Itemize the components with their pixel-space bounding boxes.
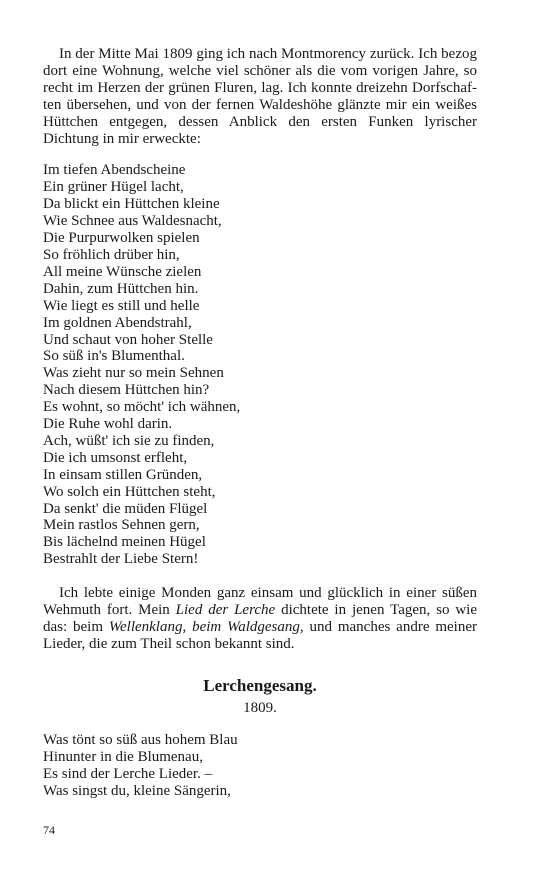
poem-line: All meine Wünsche zielen xyxy=(43,263,202,280)
song-title: Lerchengesang. xyxy=(203,675,317,695)
poem-line: Wie liegt es still und helle xyxy=(43,297,200,314)
song-year: 1809. xyxy=(243,699,277,716)
poem-line: So süß in's Blumenthal. xyxy=(43,348,185,365)
after-text-3: und manches andre meiner Lieder, die zum Theil schon bekannt sind. xyxy=(43,619,477,652)
after-text-1: Ich lebte einige Monden ganz einsam und glücklich in einer süßen Wehmuth fort. Mein xyxy=(43,585,477,619)
page-body xyxy=(43,46,477,799)
after-paragraph xyxy=(43,585,477,653)
poem-line: Die ich umsonst erfleht, xyxy=(43,449,188,466)
poem-line: Was zieht nur so mein Sehnen xyxy=(43,365,224,382)
lark-song xyxy=(43,732,477,800)
poem-line: Da senkt' die müden Flügel xyxy=(43,500,208,517)
poem-line: Im goldnen Abendstrahl, xyxy=(43,314,192,331)
song-title-reference: Lied der Lerche xyxy=(175,602,276,619)
song-line: Was tönt so süß aus hohem Blau xyxy=(43,731,238,748)
poem-line: Nach diesem Hüttchen hin? xyxy=(43,382,210,399)
poem-line: Ein grüner Hügel lacht, xyxy=(43,179,184,196)
cottage-poem xyxy=(43,162,477,568)
poem-line: Bestrahlt der Liebe Stern! xyxy=(43,551,199,568)
poem-line: Bis lächelnd meinen Hügel xyxy=(43,534,206,551)
poem-line: In einsam stillen Gründen, xyxy=(43,466,203,483)
poem-line: Die Ruhe wohl darin. xyxy=(43,416,173,433)
intro-paragraph: In der Mitte Mai 1809 ging ich nach Montmorency zurück. Ich bezog dort eine Wohnung, welche viel schöner als die vom vorigen Jahre, so recht im Herzen der grünen Fluren, lag. Ich konnte dreizehn Dorfschaften übersehen, und von der fernen Waldeshöhe glänzte mir ein weißes Hüttchen entgegen, dessen Anblick den ersten Funken lyrischer Dichtung in mir erweckte: xyxy=(43,46,477,147)
page-number: 74 xyxy=(43,823,55,837)
poem-line: Im tiefen Abendscheine xyxy=(43,162,186,179)
poem-line: Die Purpurwolken spielen xyxy=(43,230,200,247)
song-line: Es sind der Lerche Lieder. – xyxy=(43,765,213,782)
poem-line: Wo solch ein Hüttchen steht, xyxy=(43,483,216,500)
poem-line: Wie Schnee aus Waldesnacht, xyxy=(43,213,222,230)
song-title-reference: Wellenklang, beim Waldgesang, xyxy=(108,619,304,635)
poem-line: Es wohnt, so möcht' ich wähnen, xyxy=(43,399,241,416)
poem-line: Ach, wüßt' ich sie zu finden, xyxy=(43,432,215,449)
poem-line: Da blickt ein Hüttchen kleine xyxy=(43,196,220,213)
poem-line: Dahin, zum Hüttchen hin. xyxy=(43,280,199,297)
after-text-2: dichtete in jenen Tagen, so wie das: beim xyxy=(43,602,478,635)
song-line: Hinunter in die Blumenau, xyxy=(43,748,203,765)
song-line: Was singst du, kleine Sängerin, xyxy=(43,782,231,799)
poem-line: So fröhlich drüber hin, xyxy=(43,246,180,263)
poem-line: Mein rastlos Sehnen gern, xyxy=(43,517,200,534)
poem-line: Und schaut von hoher Stelle xyxy=(43,331,213,348)
